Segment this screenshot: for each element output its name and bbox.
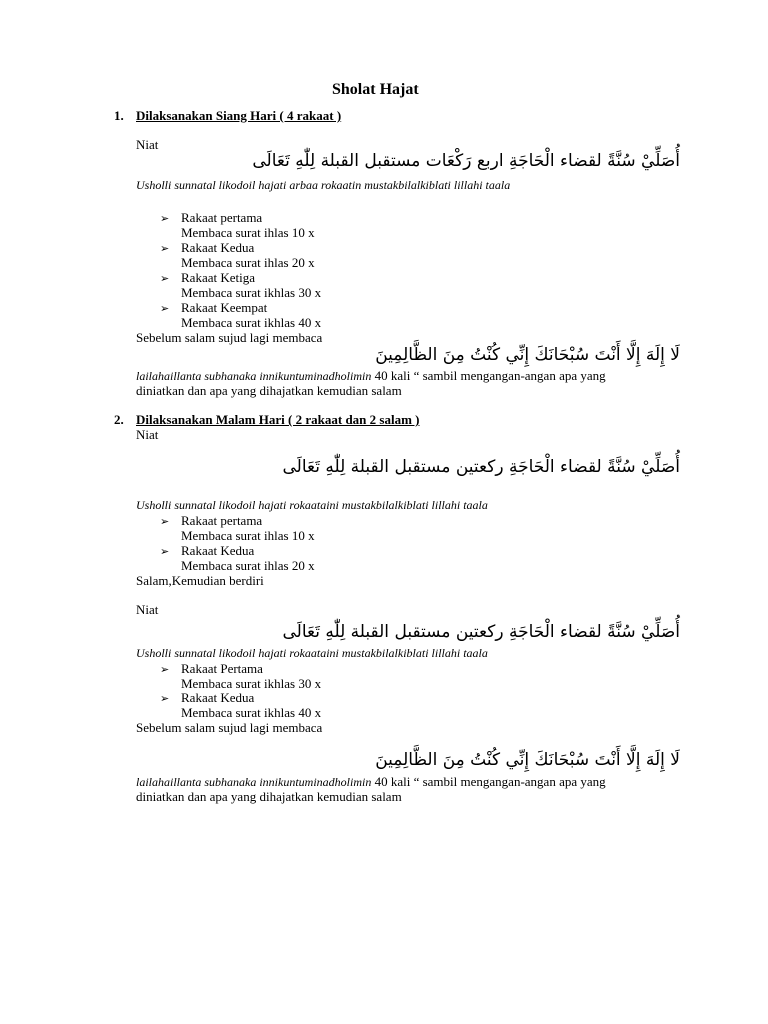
- section-2-arabic-doa: لَا إِلَهَ إِلَّا أَنْتَ سُبْحَانَكَ إِنِّي كُنْتُ مِنَ الظَّالِمِينَ: [375, 750, 680, 770]
- section-2-rakaat2-1-label: Rakaat Pertama: [181, 661, 263, 676]
- section-1-arabic-niat: أُصَلِّيْ سُنَّةً لقضاء الْحَاجَةِ اربع رَكْعَات مستقبل القبلة لِلّٰهِ تَعَالَى: [252, 151, 680, 171]
- section-2-rakaat2-1-detail: Membaca surat ikhlas 30 x: [181, 676, 322, 691]
- section-2-rakaat2-2-label: Rakaat Kedua: [181, 690, 255, 705]
- section-2-rakaat-2-detail: Membaca surat ihlas 20 x: [181, 558, 315, 573]
- section-1-rakaat-3-detail: Membaca surat ikhlas 30 x: [181, 285, 322, 300]
- section-2-rakaat2-2-detail: Membaca surat ikhlas 40 x: [181, 705, 322, 720]
- arrow-bullet-icon: ➢: [160, 545, 170, 558]
- section-2-rakaat-1-label: Rakaat pertama: [181, 513, 263, 528]
- section-2-before-salam: Sebelum salam sujud lagi membaca: [136, 720, 323, 735]
- section-1-doa-line-1: [136, 368, 606, 384]
- section-2-rakaat-2-label: Rakaat Kedua: [181, 543, 255, 558]
- section-1-arabic-doa: لَا إِلَهَ إِلَّا أَنْتَ سُبْحَانَكَ إِنِّي كُنْتُ مِنَ الظَّالِمِينَ: [375, 345, 680, 365]
- section-2-latin-niat-2: Usholli sunnatal likodoil hajati rokaataini mustakbilalkiblati lillahi taala: [136, 646, 488, 660]
- section-2-rakaat-1-detail: Membaca surat ihlas 10 x: [181, 528, 315, 543]
- arrow-bullet-icon: ➢: [160, 242, 170, 255]
- arrow-bullet-icon: ➢: [160, 272, 170, 285]
- section-1-rakaat-4-detail: Membaca surat ikhlas 40 x: [181, 315, 322, 330]
- section-1-doa-line-2: diniatkan dan apa yang dihajatkan kemudian salam: [136, 383, 402, 398]
- arrow-bullet-icon: ➢: [160, 663, 170, 676]
- section-1-latin-doa: lailahaillanta subhanaka innikuntuminadholimin: [136, 369, 372, 383]
- section-2-arabic-niat-2: أُصَلِّيْ سُنَّةً لقضاء الْحَاجَةِ ركعتين مستقبل القبلة لِلّٰهِ تَعَالَى: [282, 622, 680, 642]
- section-1-rakaat-2-detail: Membaca surat ihlas 20 x: [181, 255, 315, 270]
- section-1-rakaat-3-label: Rakaat Ketiga: [181, 270, 255, 285]
- section-1-rakaat-1-label: Rakaat pertama: [181, 210, 263, 225]
- section-1-latin-niat: Usholli sunnatal likodoil hajati arbaa rokaatin mustakbilalkiblati lillahi taala: [136, 178, 511, 192]
- section-2-doa-line-1: [136, 774, 606, 790]
- section-2-latin-doa: lailahaillanta subhanaka innikuntuminadholimin: [136, 775, 372, 789]
- section-1-heading: Dilaksanakan Siang Hari ( 4 rakaat ): [136, 108, 342, 123]
- section-1-doa-suffix: 40 kali “ sambil mengangan-angan apa yang: [371, 368, 606, 383]
- arrow-bullet-icon: ➢: [160, 302, 170, 315]
- section-2-heading: Dilaksanakan Malam Hari ( 2 rakaat dan 2 salam ): [136, 412, 420, 427]
- section-2-doa-suffix: 40 kali “ sambil mengangan-angan apa yang: [371, 774, 606, 789]
- page-title: Sholat Hajat: [332, 81, 419, 98]
- arrow-bullet-icon: ➢: [160, 212, 170, 225]
- section-1-rakaat-4-label: Rakaat Keempat: [181, 300, 268, 315]
- section-2-doa-line-2: diniatkan dan apa yang dihajatkan kemudian salam: [136, 789, 402, 804]
- section-1-rakaat-2-label: Rakaat Kedua: [181, 240, 255, 255]
- section-2-latin-niat: Usholli sunnatal likodoil hajati rokaataini mustakbilalkiblati lillahi taala: [136, 498, 488, 512]
- arrow-bullet-icon: ➢: [160, 692, 170, 705]
- section-2-arabic-niat: أُصَلِّيْ سُنَّةً لقضاء الْحَاجَةِ ركعتين مستقبل القبلة لِلّٰهِ تَعَالَى: [282, 457, 680, 477]
- section-2-niat2-label: Niat: [136, 602, 159, 617]
- section-2-number: 2.: [114, 412, 124, 427]
- section-1-rakaat-1-detail: Membaca surat ihlas 10 x: [181, 225, 315, 240]
- section-1-niat-label: Niat: [136, 137, 159, 152]
- section-2-niat-label: Niat: [136, 427, 159, 442]
- section-1-before-salam: Sebelum salam sujud lagi membaca: [136, 330, 323, 345]
- arrow-bullet-icon: ➢: [160, 515, 170, 528]
- section-2-after-salam: Salam,Kemudian berdiri: [136, 573, 264, 588]
- section-1-number: 1.: [114, 108, 124, 123]
